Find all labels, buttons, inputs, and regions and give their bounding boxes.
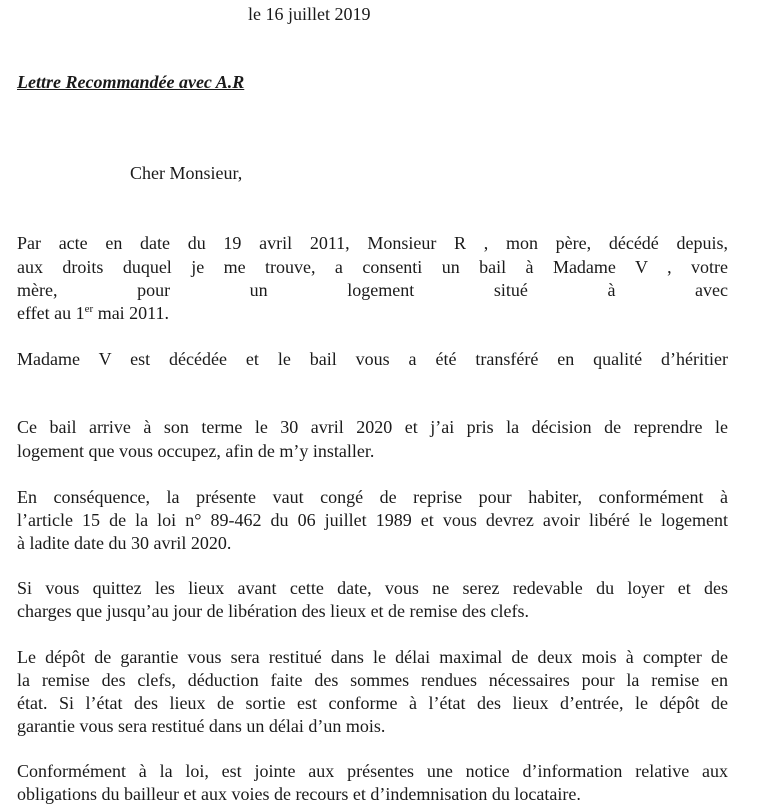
paragraph-2-line-1: Madame V est décédée et le bail vous a été transféré en qualité d’héritier [17, 349, 728, 369]
paragraph-1-line-2: aux droits duquel je me trouve, a consenti un bail à Madame V , votre [17, 257, 728, 277]
paragraph-6-line-3: état. Si l’état des lieux de sortie est conforme à l’état des lieux d’entrée, le dépôt de [17, 693, 728, 713]
paragraph-5-line-1: Si vous quittez les lieux avant cette date, vous ne serez redevable du loyer et des [17, 578, 728, 598]
ordinal-superscript: er [84, 303, 94, 315]
paragraph-3-line-1: Ce bail arrive à son terme le 30 avril 2020 et j’ai pris la décision de reprendre le [17, 417, 728, 437]
paragraph-4-line-1: En conséquence, la présente vaut congé de reprise pour habiter, conformément à [17, 487, 728, 507]
paragraph-1-line-3: mère, pour un logement situé à avec [17, 280, 728, 300]
letter-greeting: Cher Monsieur, [130, 163, 243, 183]
paragraph-7-line-2: obligations du bailleur et aux voies de recours et d’indemnisation du locataire. [17, 784, 581, 804]
paragraph-1-line-1: Par acte en date du 19 avril 2011, Monsieur R , mon père, décédé depuis, [17, 233, 728, 253]
paragraph-6-line-4: garantie vous sera restitué dans un délai d’un mois. [17, 716, 386, 736]
paragraph-6-line-2: la remise des clefs, déduction faite des sommes rendues nécessaires pour la remise en [17, 670, 728, 690]
paragraph-1-line-4 [17, 302, 169, 324]
paragraph-4-line-2: l’article 15 de la loi n° 89-462 du 06 juillet 1989 et vous devrez avoir libéré le logement [17, 510, 728, 530]
paragraph-5-line-2: charges que jusqu’au jour de libération des lieux et de remise des clefs. [17, 601, 529, 621]
letter-heading: Lettre Recommandée avec A.R [17, 72, 245, 92]
paragraph-3-line-2: logement que vous occupez, afin de m’y installer. [17, 441, 375, 461]
letter-date: le 16 juillet 2019 [248, 4, 371, 24]
paragraph-6-line-1: Le dépôt de garantie vous sera restitué dans le délai maximal de deux mois à compter de [17, 647, 728, 667]
paragraph-1-line-4-start: effet au 1 [17, 303, 85, 323]
paragraph-1-line-4-end: mai 2011. [93, 303, 170, 323]
paragraph-4-line-3: à ladite date du 30 avril 2020. [17, 533, 232, 553]
paragraph-7-line-1: Conformément à la loi, est jointe aux présentes une notice d’information relative aux [17, 761, 728, 781]
